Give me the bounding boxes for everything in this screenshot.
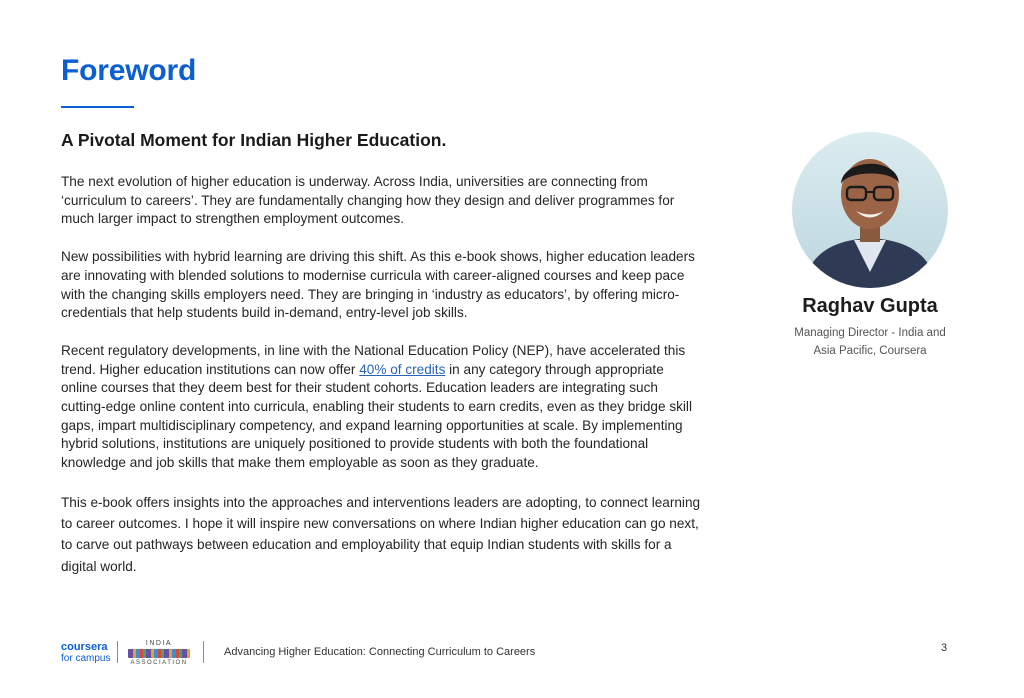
coursera-logo [61, 642, 110, 664]
author-card [780, 132, 960, 360]
page-title: Foreword [61, 54, 197, 87]
india-didactics-association-logo [127, 640, 191, 666]
page-footer [61, 640, 951, 666]
ida-bottom-text: ASSOCIATION [130, 660, 188, 666]
title-underline [61, 106, 134, 108]
author-name: Raghav Gupta [802, 295, 938, 317]
ida-top-text: INDIA [145, 640, 173, 647]
paragraph-3-start: Recent regulatory developments, in line with the National Education Policy (NEP), have accelerated this trend. Higher education institutions can now offer [61, 342, 686, 377]
coursera-sub: for campus [61, 653, 111, 664]
ida-wordmark [128, 649, 190, 658]
foreword-body [61, 173, 701, 597]
page-number: 3 [941, 642, 948, 654]
publication-title: Advancing Higher Education: Connecting Curriculum to Careers [224, 646, 536, 658]
footer-divider-1 [117, 641, 118, 663]
paragraph-3 [61, 342, 701, 473]
paragraph-3-end: in any category through appropriate online courses that they deem best for their student cohorts. Education leaders are integrating such cutting-edge online content into curricula, enabling their students to earn credits, even as they bridge skill gaps, impart multidisciplinary competency, and expand learning opportunities at scale. By implementing hybrid solutions, institutions are uniquely positioned to provide students with both the foundational knowledge and job skills that make them employable as soon as they graduate. [61, 361, 692, 471]
paragraph-2: New possibilities with hybrid learning are driving this shift. As this e-book shows, higher education leaders are innovating with blended solutions to modernise curricula with career-aligned courses and keep pace with the changing skills employers need. They are bringing in ‘industry as educators’, by offering micro-credentials that help students build in-demand, entry-level job skills. [61, 249, 695, 321]
paragraph-4: This e-book offers insights into the approaches and interventions leaders are adopting, to connect learning to career outcomes. I hope it will inspire new conversations on where Indian higher education can go next, to carve out pathways between education and employability that equip Indian students with skills for a digital world. [61, 494, 701, 574]
author-photo [792, 132, 948, 288]
coursera-brand: coursera [61, 641, 108, 653]
footer-divider-2 [203, 641, 204, 663]
author-role: Managing Director - India and Asia Pacific, Coursera [794, 327, 946, 357]
paragraph-1: The next evolution of higher education is underway. Across India, universities are connecting from ‘curriculum to careers’. They are fundamentally changing how they design and deliver programmes for much larger impact to strengthen employment outcomes. [61, 174, 675, 227]
credits-link[interactable]: 40% of credits [359, 361, 446, 377]
section-subtitle: A Pivotal Moment for Indian Higher Education. [61, 130, 447, 150]
